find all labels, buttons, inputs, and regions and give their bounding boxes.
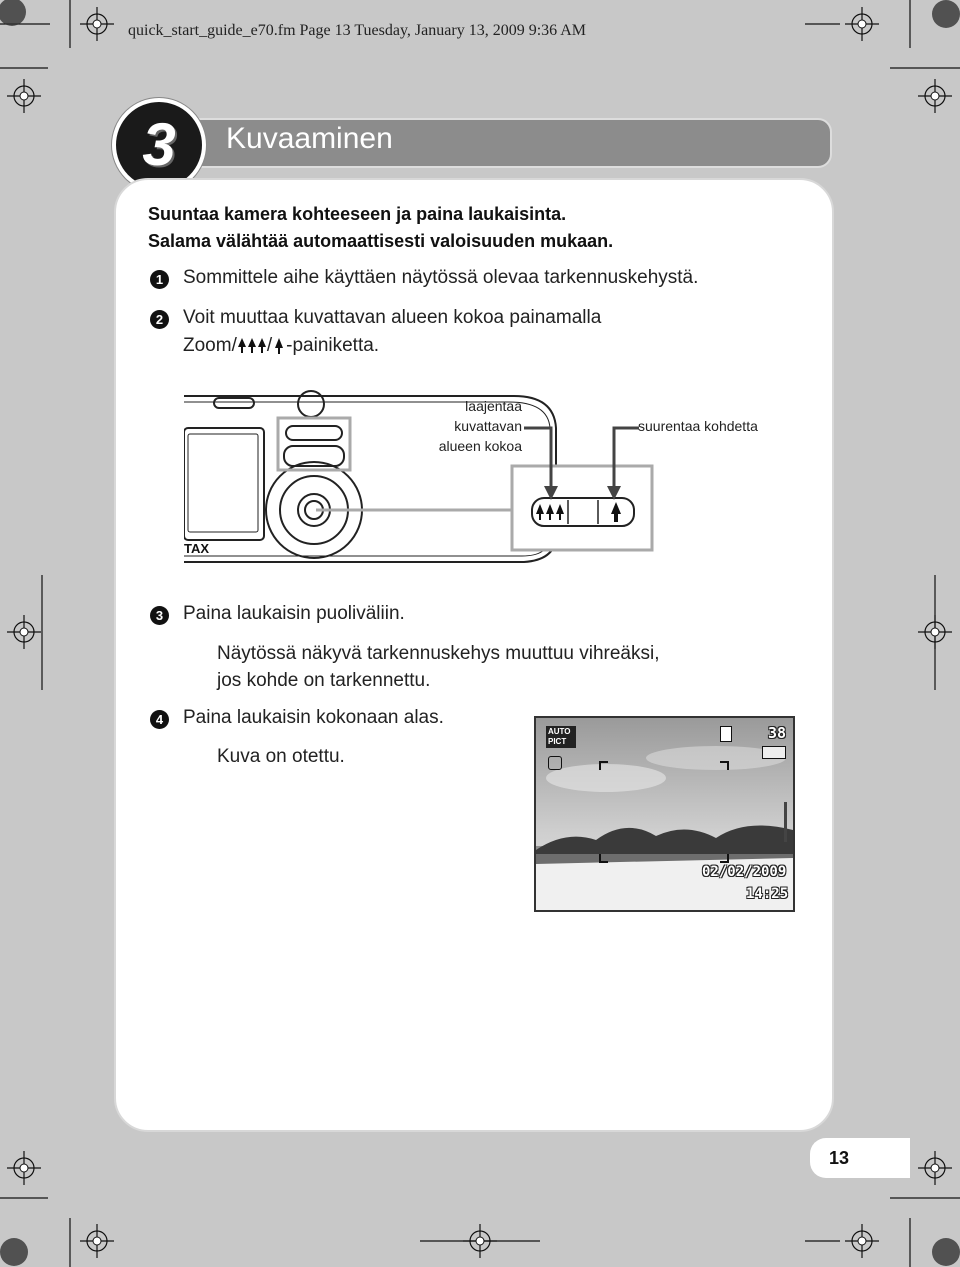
face-detect-icon xyxy=(548,756,562,770)
step-4-badge: 4 xyxy=(150,710,169,729)
step-3-detail-2: jos kohde on tarkennettu. xyxy=(217,670,431,691)
step-4-text: Paina laukaisin kokonaan alas. xyxy=(183,707,444,728)
zoom-wide-icon xyxy=(536,504,564,520)
step-1-text: Sommittele aihe käyttäen näytössä olevaa tarkennuskehystä. xyxy=(183,267,699,288)
intro-line-2: Salama välähtää automaattisesti valoisuuden mukaan. xyxy=(148,231,614,251)
page-number: 13 xyxy=(828,1148,850,1168)
lcd-date: 02/02/2009 xyxy=(702,864,787,880)
lcd-preview-photo xyxy=(534,716,795,912)
label-tele: suurentaa kohdetta xyxy=(638,418,758,434)
chapter-number: 3 xyxy=(142,111,176,178)
step-3-text: Paina laukaisin puoliväliin. xyxy=(183,603,405,624)
step-2-zoom-suffix: -painiketta. xyxy=(286,335,380,356)
battery-icon xyxy=(762,746,786,759)
lcd-time: 14:25 xyxy=(746,886,789,902)
auto-picture-mode-icon: AUTO PICT xyxy=(546,726,576,748)
step-2-text: Voit muuttaa kuvattavan alueen kokoa painamalla xyxy=(183,307,602,328)
print-header: quick_start_guide_e70.fm Page 13 Tuesday, January 13, 2009 9:36 AM xyxy=(128,22,587,39)
step-2-badge: 2 xyxy=(150,310,169,329)
focus-frame xyxy=(596,758,736,868)
three-trees-icon xyxy=(237,336,267,356)
step-3-detail-1: Näytössä näkyvä tarkennuskehys muuttuu vihreäksi, xyxy=(217,643,660,664)
intro-line-1: Suuntaa kamera kohteeseen ja paina laukaisinta. xyxy=(148,204,567,224)
shots-remaining: 38 xyxy=(768,724,787,742)
step-2-zoom-prefix: Zoom/ xyxy=(183,335,237,356)
memory-card-icon xyxy=(720,726,732,742)
step-1-badge: 1 xyxy=(150,270,169,289)
brand-fragment: TAX xyxy=(184,541,210,556)
step-2-text-line2: Zoom/ / -painiketta. xyxy=(183,335,380,356)
single-tree-icon xyxy=(272,336,286,356)
step-3-badge: 3 xyxy=(150,606,169,625)
chapter-title: Kuvaaminen xyxy=(226,122,393,155)
step-4-detail-1: Kuva on otettu. xyxy=(217,746,345,767)
label-wide: laajentaa kuvattavan alueen kokoa xyxy=(438,398,522,454)
